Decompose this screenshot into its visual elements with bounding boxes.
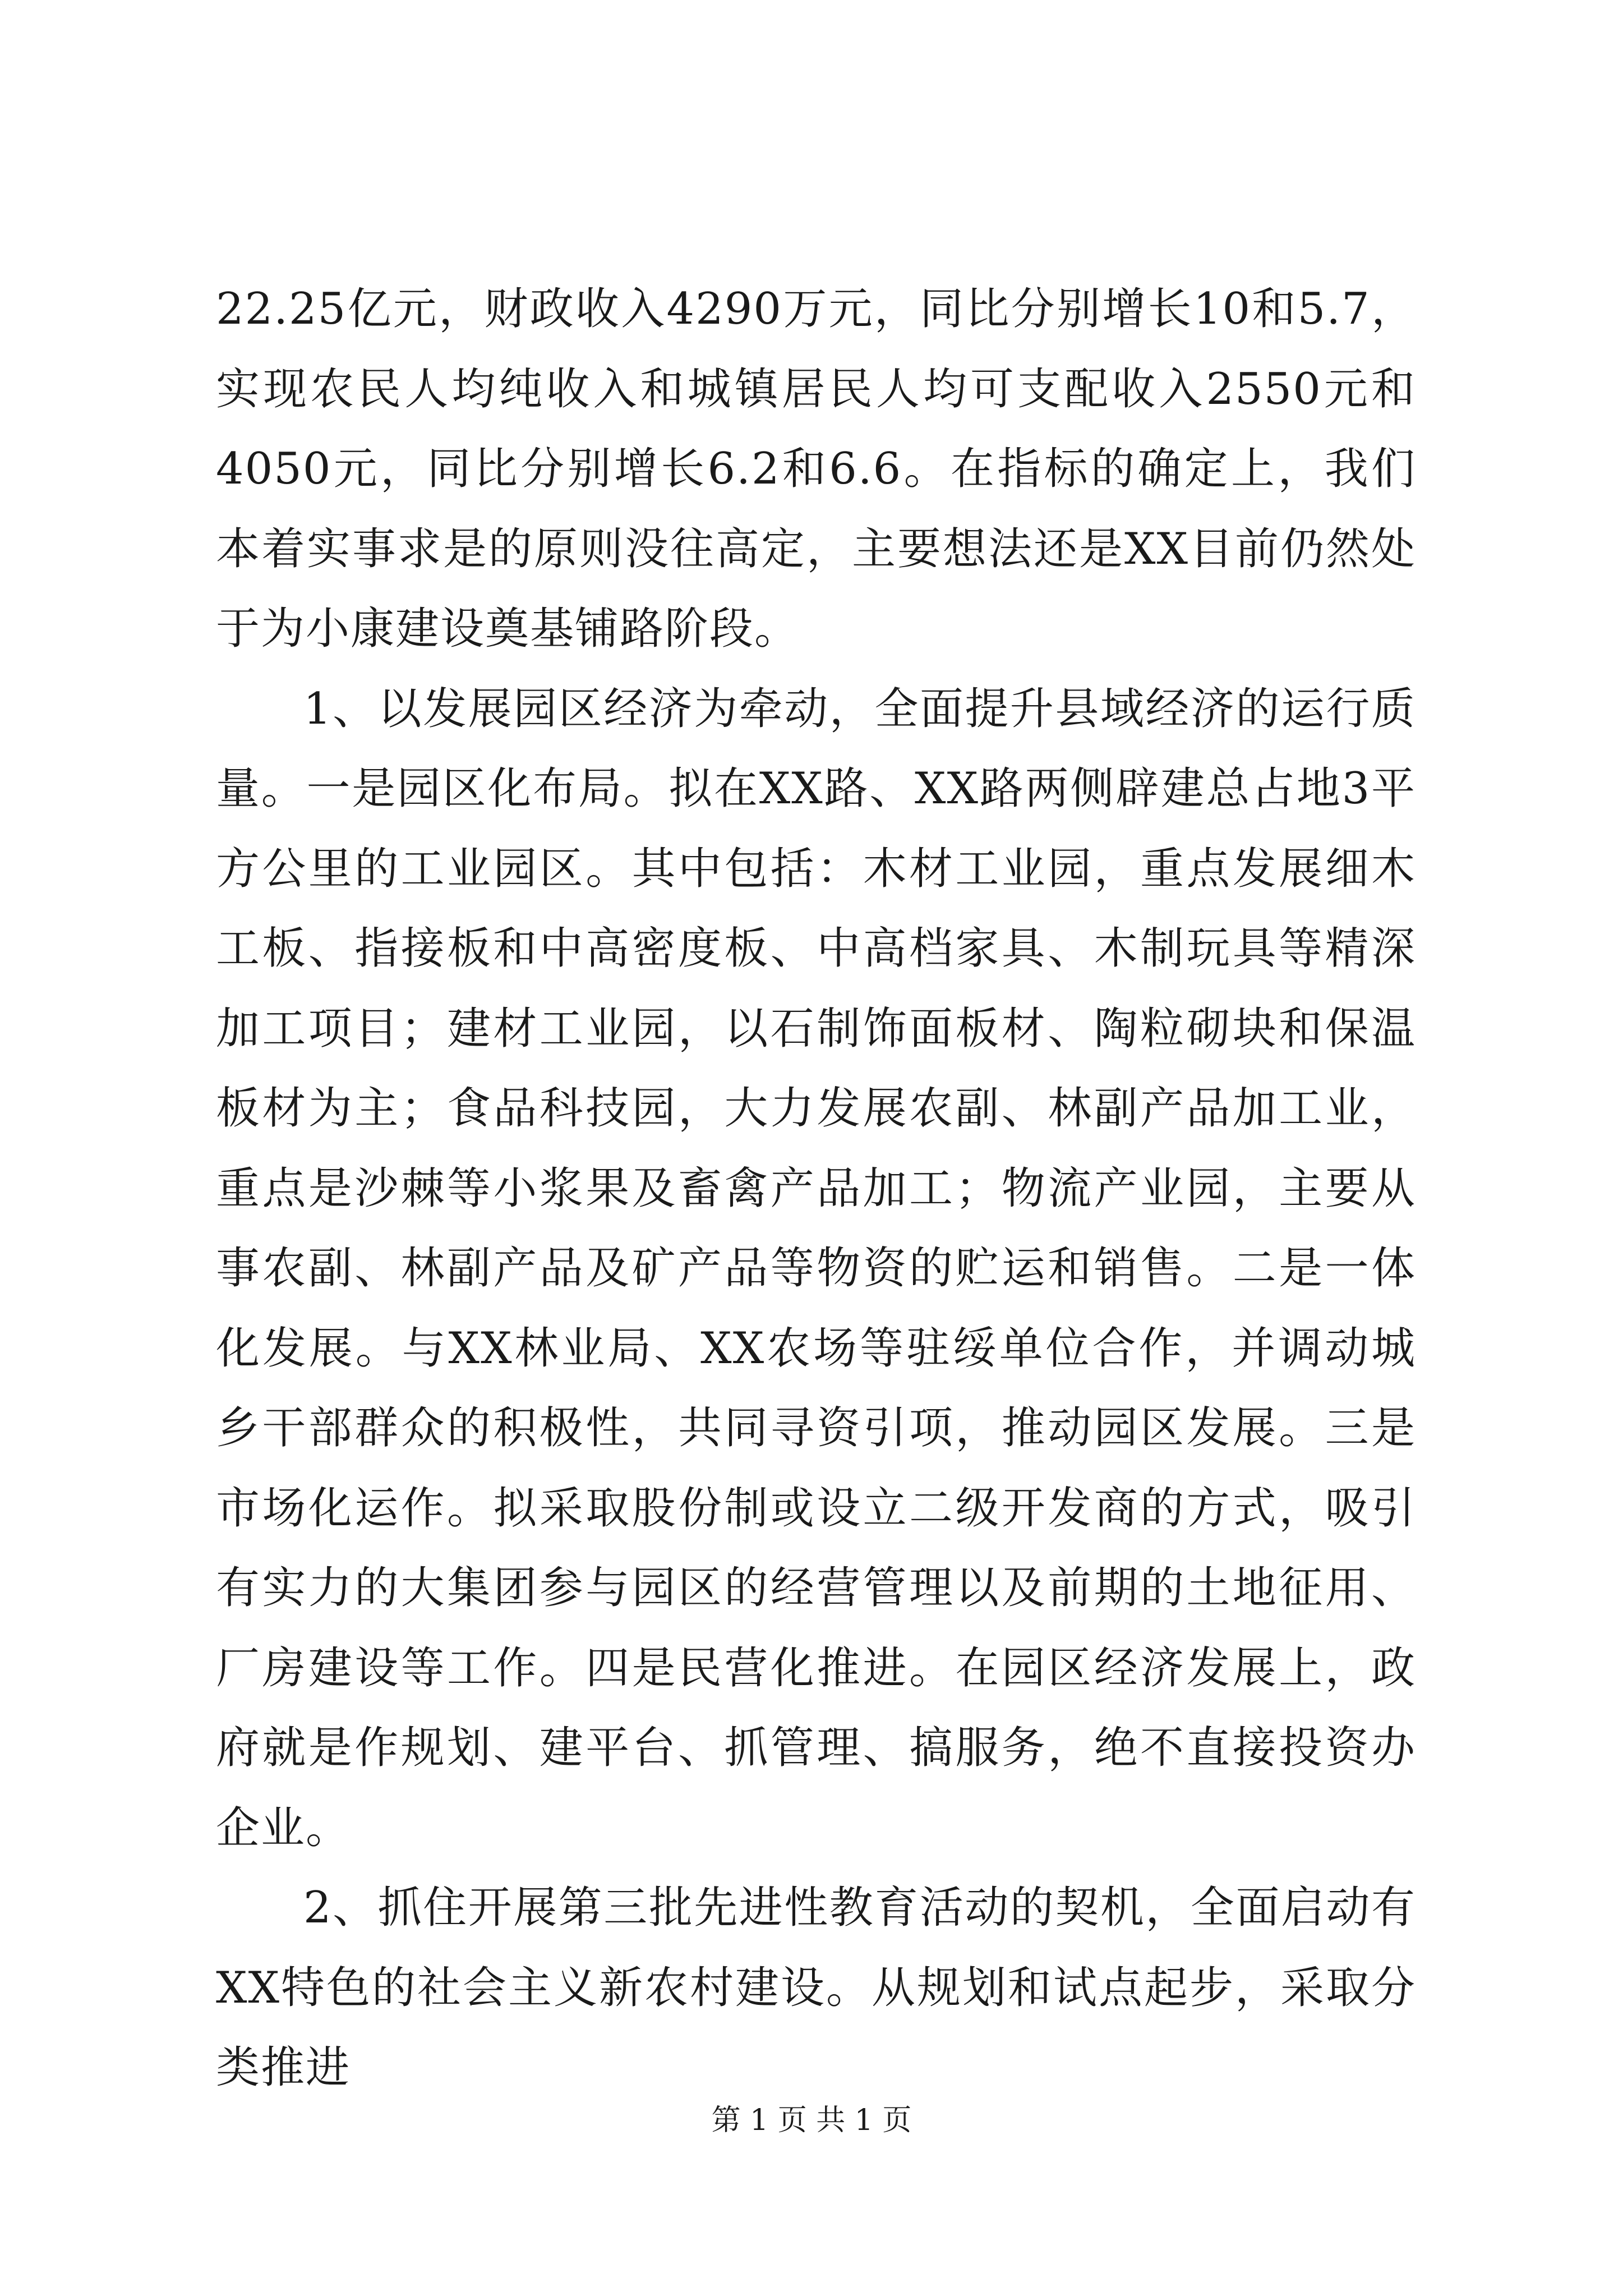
document-body	[216, 269, 1416, 2108]
paragraph-1: 22.25亿元，财政收入4290万元，同比分别增长10和5.7，实现农民人均纯收入和城镇居民人均可支配收入2550元和4050元，同比分别增长6.2和6.6。在指标的确定上，我们本着实事求是的原则没往高定，主要想法还是XX目前仍然处于为小康建设奠基铺路阶段。	[216, 284, 1416, 654]
page-number-footer: 第 1 页 共 1 页	[711, 2104, 912, 2137]
paragraph-3: 2、抓住开展第三批先进性教育活动的契机，全面启动有XX特色的社会主义新农村建设。从规划和试点起步，采取分类推进	[216, 1883, 1416, 2093]
paragraph-2: 1、以发展园区经济为牵动，全面提升县域经济的运行质量。一是园区化布局。拟在XX路、XX路两侧辟建总占地3平方公里的工业园区。其中包括：木材工业园，重点发展细木工板、指接板和中高密度板、中高档家具、木制玩具等精深加工项目；建材工业园，以石制饰面板材、陶粒砌块和保温板材为主；食品科技园，大力发展农副、林副产品加工业，重点是沙棘等小浆果及畜禽产品加工；物流产业园，主要从事农副、林副产品及矿产品等物资的贮运和销售。二是一体化发展。与XX林业局、XX农场等驻绥单位合作，并调动城乡干部群众的积极性，共同寻资引项，推动园区发展。三是市场化运作。拟采取股份制或设立二级开发商的方式，吸引有实力的大集团参与园区的经营管理以及前期的土地征用、厂房建设等工作。四是民营化推进。在园区经济发展上，政府就是作规划、建平台、抓管理、搞服务，绝不直接投资办企业。	[216, 683, 1416, 1853]
